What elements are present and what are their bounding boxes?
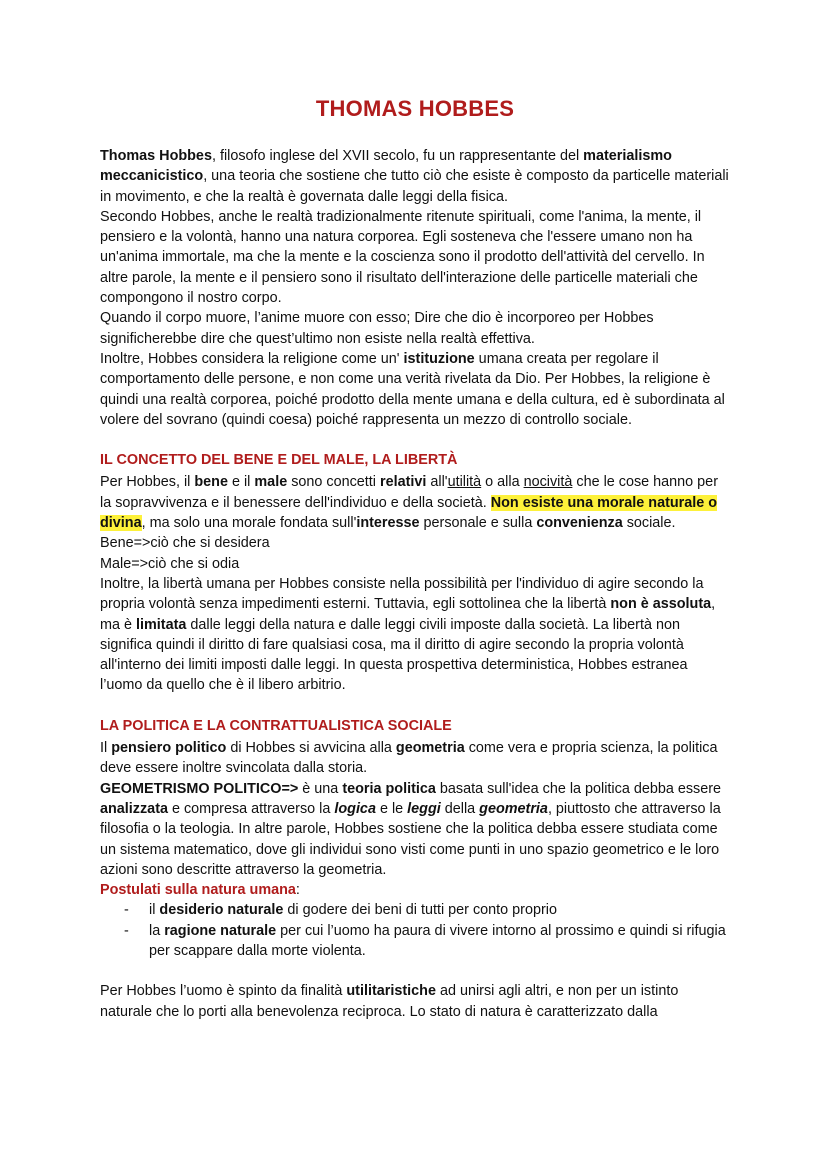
- text-run-bi: leggi: [407, 800, 441, 817]
- page-title: THOMAS HOBBES: [315, 96, 515, 121]
- text-run-b: geometria: [395, 740, 465, 757]
- text-run-b: limitata: [136, 616, 187, 633]
- section-heading-good-evil: IL CONCETTO DEL BENE E DEL MALE, LA LIBERTÀ: [100, 452, 458, 469]
- text-run-b: male: [254, 474, 288, 491]
- postulates-list: [100, 900, 730, 961]
- text-run-b: utilitaristiche: [346, 983, 436, 1000]
- text-run-b: materialismo meccanicistico: [100, 148, 672, 185]
- geometrism-paragraph: GEOMETRISMO POLITICO=> è una teoria politica basata sull'idea che la politica debba essere analizzata e compresa attraverso la logica e le leggi della geometria, piuttosto che attraverso la filosofia o la teologia. In altre parole, Hobbes sostiene che la politica debba essere studiata come un sistema matematico, dove gli individui sono visti come punti in uno spazio geometrico e le loro azioni sono descritte attraverso la geometria.: [100, 780, 722, 878]
- text-run-u: nocività: [523, 474, 573, 491]
- male-definition: Male=>ciò che si odia: [100, 555, 240, 572]
- text-run-b: analizzata: [100, 800, 168, 817]
- dash-bullet: -: [124, 922, 129, 939]
- text-run-b: istituzione: [403, 350, 475, 367]
- text-run-b: convenienza: [536, 515, 623, 532]
- text-run-hl: Non esiste una morale naturale o divina: [100, 494, 718, 532]
- text-run-b: interesse: [356, 515, 420, 532]
- text-run-r: Postulati sulla natura umana: [100, 882, 296, 899]
- text-run-b: relativi: [380, 474, 427, 491]
- text-run-b: GEOMETRISMO POLITICO=>: [100, 780, 299, 797]
- document-body: [100, 96, 730, 1022]
- list-item: [100, 921, 730, 962]
- text-run-b: teoria politica: [342, 780, 436, 797]
- bene-definition: Bene=>ciò che si desidera: [100, 535, 270, 552]
- text-run-b: Thomas Hobbes: [100, 148, 212, 164]
- politics-paragraph: Il pensiero politico di Hobbes si avvicina alla geometria come vera e propria scienza, la politica deve essere inoltre svincolata dalla storia.: [100, 740, 718, 777]
- section-heading-politics: LA POLITICA E LA CONTRATTUALISTICA SOCIALE: [100, 717, 452, 734]
- spacer: [100, 696, 730, 716]
- spacer: [100, 961, 730, 981]
- text-run-b: non è assoluta: [610, 596, 712, 613]
- text-run-bi: logica: [334, 800, 376, 817]
- text-run-bi: geometria: [479, 800, 548, 817]
- text-run-b: pensiero politico: [111, 740, 227, 757]
- spacer: [100, 430, 730, 450]
- text-run-b: bene: [194, 474, 228, 491]
- soul-paragraph: Secondo Hobbes, anche le realtà tradizionalmente ritenute spirituali, come l'anima, la mente, il pensiero e la volontà, hanno una natura corporea. Egli sosteneva che l'essere umano non ha un'anima immortale, ma che la mente e la coscienza sono il prodotto dell'attività del cervello. In altre parole, la mente e il pensiero sono il risultato dell'interazione delle particelle materiali che compongono il nostro corpo.: [100, 208, 705, 307]
- text-run-u: utilità: [447, 474, 482, 491]
- intro-paragraph: Thomas Hobbes, filosofo inglese del XVII secolo, fu un rappresentante del materialismo meccanicistico, una teoria che sostiene che tutto ciò che esiste è composto da particelle materiali in movimento, e che la realtà è governata dalle leggi della fisica.: [100, 148, 729, 205]
- list-item-text: il desiderio naturale di godere dei beni di tutti per conto proprio: [149, 902, 557, 919]
- good-evil-paragraph: Per Hobbes, il bene e il male sono concetti relativi all'utilità o alla nocività che le cose hanno per la sopravvivenza e il benessere dell'individuo e della società. Non esiste una morale naturale o divina, ma solo una morale fondata sull'interesse personale e sulla convenienza sociale.: [100, 474, 718, 532]
- death-paragraph: Quando il corpo muore, l’anime muore con esso; Dire che dio è incorporeo per Hobbes significherebbe dire che quest’ultimo non esiste nella realtà effettiva.: [100, 310, 654, 347]
- text-run-b: ragione naturale: [164, 922, 277, 939]
- list-item-text: la ragione naturale per cui l’uomo ha paura di vivere intorno al prossimo e quindi si rifugia per scappare dalla morte violenta.: [149, 922, 726, 959]
- list-item: [100, 900, 730, 920]
- religion-paragraph: Inoltre, Hobbes considera la religione come un' istituzione umana creata per regolare il comportamento delle persone, e non come una verità rivelata da Dio. Per Hobbes, la religione è quindi una realtà corporea, poiché prodotto della mente umana e della cultura, ed è subordinata al volere del sovrano (quindi coesa) poiché rappresenta un mezzo di controllo sociale.: [100, 350, 725, 428]
- text-run-b: desiderio naturale: [159, 902, 284, 919]
- dash-bullet: -: [124, 902, 129, 919]
- utilitarian-paragraph: Per Hobbes l’uomo è spinto da finalità utilitaristiche ad unirsi agli altri, e non per un istinto naturale che lo porti alla benevolenza reciproca. Lo stato di natura è caratterizzato dalla: [100, 983, 679, 1020]
- postulates-heading: Postulati sulla natura umana:: [100, 882, 300, 899]
- liberty-paragraph: Inoltre, la libertà umana per Hobbes consiste nella possibilità per l'individuo di agire secondo la propria volontà senza impedimenti esterni. Tuttavia, egli sottolinea che la libertà non è assoluta, ma è limitata dalle leggi della natura e dalle leggi civili imposte dalla società. La libertà non significa quindi il diritto di fare qualsiasi cosa, ma il diritto di agire secondo la propria volontà all'interno dei limiti imposti dalle leggi. In questa prospettiva deterministica, Hobbes estranea l’uomo da quello che è il libero arbitrio.: [100, 575, 716, 694]
